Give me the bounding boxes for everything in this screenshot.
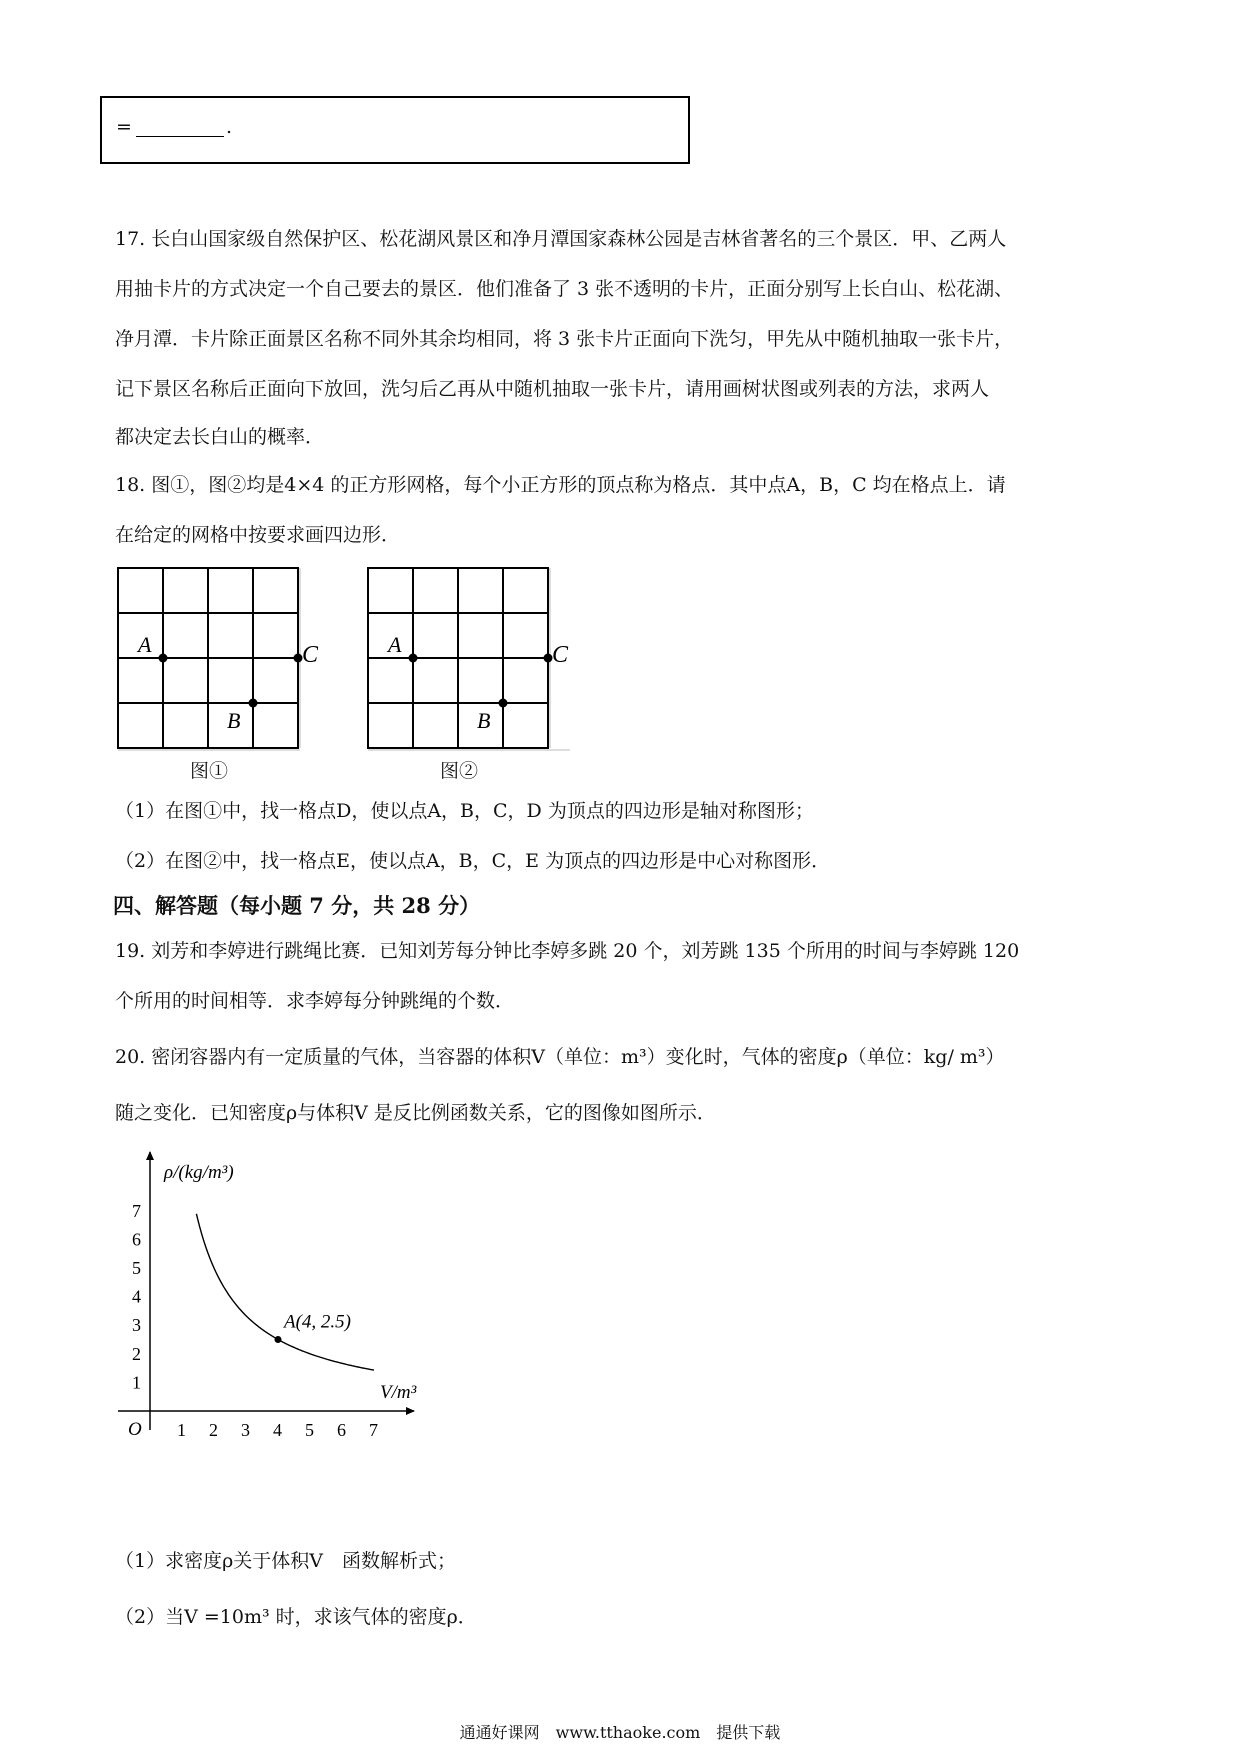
point-a-label: A(4, 2.5) (284, 1311, 352, 1333)
equals-sign: = (116, 116, 132, 138)
inverse-curve (196, 1214, 374, 1370)
q18-part-2: （2）在图②中，找一格点E，使以点A，B，C，E 为顶点的四边形是中心对称图形． (115, 850, 831, 872)
label-b: B (477, 708, 491, 733)
q20-part-2: （2）当V =10m³ 时，求该气体的密度ρ． (115, 1606, 477, 1628)
point-a (159, 654, 168, 663)
q17-line-5: 都决定去长白山的概率． (115, 426, 325, 448)
y-tick-label: 7 (132, 1200, 141, 1221)
y-tick-label: 4 (132, 1286, 141, 1307)
q17-line-4: 记下景区名称后正面向下放回，洗匀后乙再从中随机抽取一张卡片，请用画树状图或列表的方法，求两人 (115, 378, 990, 400)
grid-figure-1 (110, 560, 330, 760)
answer-blank (136, 136, 224, 137)
label-a: A (388, 632, 402, 657)
period: . (226, 116, 233, 138)
q17-line-2: 用抽卡片的方式决定一个自己要去的景区．他们准备了 3 张不透明的卡片，正面分别写上长白山、松花湖、 (115, 278, 1014, 300)
density-volume-chart (110, 1140, 450, 1440)
origin-label: O (128, 1419, 142, 1440)
x-tick-label: 7 (369, 1420, 378, 1440)
point-a (409, 654, 418, 663)
grid-2-caption: 图② (440, 760, 479, 782)
q20-part-1: （1）求密度ρ关于体积V 函数解析式； (115, 1550, 456, 1572)
x-axis-label: V/m³ (380, 1382, 417, 1403)
y-axis-label: ρ/(kg/m³) (164, 1162, 234, 1183)
q18-line-1: 18. 图①，图②均是4×4 的正方形网格，每个小正方形的顶点称为格点．其中点A，B，C 均在格点上．请 (115, 474, 1006, 496)
point-b (499, 699, 508, 708)
section-4-heading: 四、解答题（每小题 7 分，共 28 分） (113, 893, 481, 918)
y-tick-label: 3 (132, 1315, 141, 1336)
grid-1-caption: 图① (190, 760, 229, 782)
x-tick-label: 4 (273, 1420, 282, 1440)
q19-line-1: 19. 刘芳和李婷进行跳绳比赛．已知刘芳每分钟比李婷多跳 20 个，刘芳跳 135 个所用的时间与李婷跳 120 (115, 940, 1020, 962)
label-c: C (302, 642, 319, 668)
y-tick-label: 5 (132, 1258, 141, 1278)
x-tick-label: 1 (177, 1420, 186, 1440)
q17-line-3: 净月潭．卡片除正面景区名称不同外其余均相同，将 3 张卡片正面向下洗匀，甲先从中随机抽取一张卡片， (115, 328, 1014, 350)
page-footer: 通通好课网 www.tthaoke.com 提供下载 (459, 1723, 781, 1742)
point-a-marker (275, 1336, 282, 1343)
y-tick-label: 6 (132, 1229, 141, 1250)
q18-line-2: 在给定的网格中按要求画四边形． (115, 524, 401, 546)
label-a: A (138, 632, 152, 657)
q18-part-1: （1）在图①中，找一格点D，使以点A，B，C，D 为顶点的四边形是轴对称图形； (115, 800, 814, 822)
grid-figure-2 (360, 560, 580, 760)
x-tick-label: 2 (209, 1420, 218, 1440)
label-c: C (552, 642, 569, 668)
q17-line-1: 17. 长白山国家级自然保护区、松花湖风景区和净月潭国家森林公园是吉林省著名的三个景区．甲、乙两人 (115, 228, 1007, 250)
q20-line-1: 20. 密闭容器内有一定质量的气体，当容器的体积V（单位：m³）变化时，气体的密度ρ（单位：kg/ m³） (115, 1046, 1005, 1068)
y-tick-label: 2 (132, 1343, 141, 1364)
point-b (249, 699, 258, 708)
q19-line-2: 个所用的时间相等．求李婷每分钟跳绳的个数． (115, 990, 515, 1012)
x-tick-label: 5 (305, 1420, 314, 1440)
answer-box (100, 96, 690, 164)
x-tick-label: 6 (337, 1420, 346, 1440)
label-b: B (227, 708, 241, 733)
y-tick-label: 1 (132, 1372, 141, 1393)
q20-line-2: 随之变化．已知密度ρ与体积V 是反比例函数关系，它的图像如图所示． (115, 1102, 716, 1124)
x-tick-label: 3 (241, 1420, 250, 1440)
